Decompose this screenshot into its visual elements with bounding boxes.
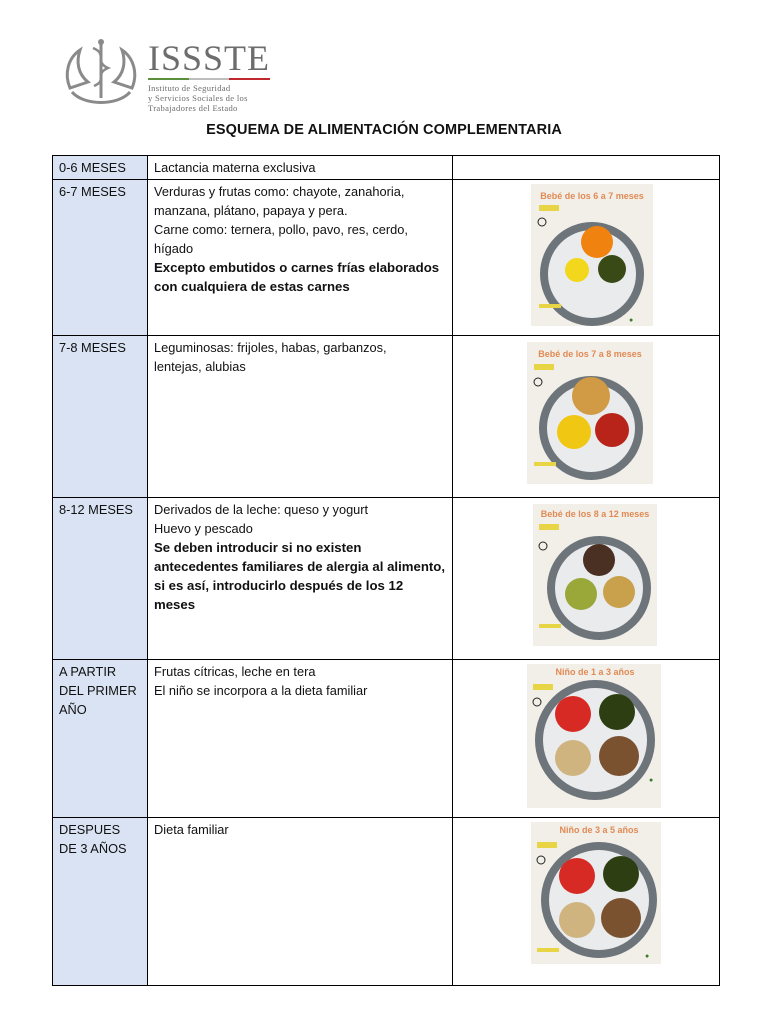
image-cell <box>453 336 720 498</box>
age-cell: 0-6 MESES <box>53 156 148 180</box>
issste-header <box>62 36 282 116</box>
org-full-name: Instituto de Seguridad y Servicios Sociales de los Trabajadores del Estado <box>148 83 248 113</box>
warning-note: Excepto embutidos o carnes frías elaborados con cualquiera de estas carnes <box>154 260 440 294</box>
poster-title: Niño de 1 a 3 años <box>555 667 635 677</box>
table-row <box>53 180 720 336</box>
org-color-rule <box>148 78 270 80</box>
plate-poster-3-5 <box>459 820 713 978</box>
food-cell: Frutas cítricas, leche en tera El niño se incorpora a la dieta familiar <box>148 660 453 818</box>
age-cell: 7-8 MESES <box>53 336 148 498</box>
svg-text:●: ● <box>629 317 634 324</box>
org-name: ISSSTE <box>148 38 271 78</box>
table-row <box>53 660 720 818</box>
food-cell: Leguminosas: frijoles, habas, garbanzos, lentejas, alubias <box>148 336 453 498</box>
plate-poster-1-3 <box>459 662 713 810</box>
food-cell: Lactancia materna exclusiva <box>148 156 453 180</box>
age-cell: 6-7 MESES <box>53 180 148 336</box>
plate-poster-7-8 <box>459 338 713 490</box>
age-cell: 8-12 MESES <box>53 498 148 660</box>
plate-poster-6-7 <box>459 182 713 328</box>
page-title: ESQUEMA DE ALIMENTACIÓN COMPLEMENTARIA <box>206 122 562 138</box>
image-cell <box>453 180 720 336</box>
image-cell-empty <box>453 156 720 180</box>
image-cell <box>453 498 720 660</box>
poster-title: Bebé de los 6 a 7 meses <box>540 191 644 201</box>
age-cell: A PARTIR DEL PRIMER AÑO <box>53 660 148 818</box>
plate-poster-8-12 <box>459 500 713 652</box>
issste-emblem-icon <box>62 36 140 114</box>
feeding-schedule-table <box>52 155 720 986</box>
food-cell: Derivados de la leche: queso y yogurt Huevo y pescado Se deben introducir si no existen antecedentes familiares de alergia al alimento, si es así, introducirlo después de los 12 meses <box>148 498 453 660</box>
food-cell: Verduras y frutas como: chayote, zanahoria, manzana, plátano, papaya y pera. Carne como: ternera, pollo, pavo, res, cerdo, hígado Excepto embutidos o carnes frías elaborados con cualquiera de estas carnes <box>148 180 453 336</box>
table-row <box>53 498 720 660</box>
table-row <box>53 336 720 498</box>
warning-note: Se deben introducir si no existen antecedentes familiares de alergia al alimento, si es así, introducirlo después de los 12 meses <box>154 540 445 612</box>
table-row <box>53 818 720 986</box>
table-row <box>53 156 720 180</box>
image-cell <box>453 660 720 818</box>
poster-title: Niño de 3 a 5 años <box>559 825 639 835</box>
age-cell: DESPUES DE 3 AÑOS <box>53 818 148 986</box>
image-cell <box>453 818 720 986</box>
poster-title: Bebé de los 7 a 8 meses <box>538 349 642 359</box>
poster-title: Bebé de los 8 a 12 meses <box>540 509 650 519</box>
food-cell: Dieta familiar <box>148 818 453 986</box>
svg-text:●: ● <box>649 777 654 784</box>
svg-text:●: ● <box>645 953 650 960</box>
